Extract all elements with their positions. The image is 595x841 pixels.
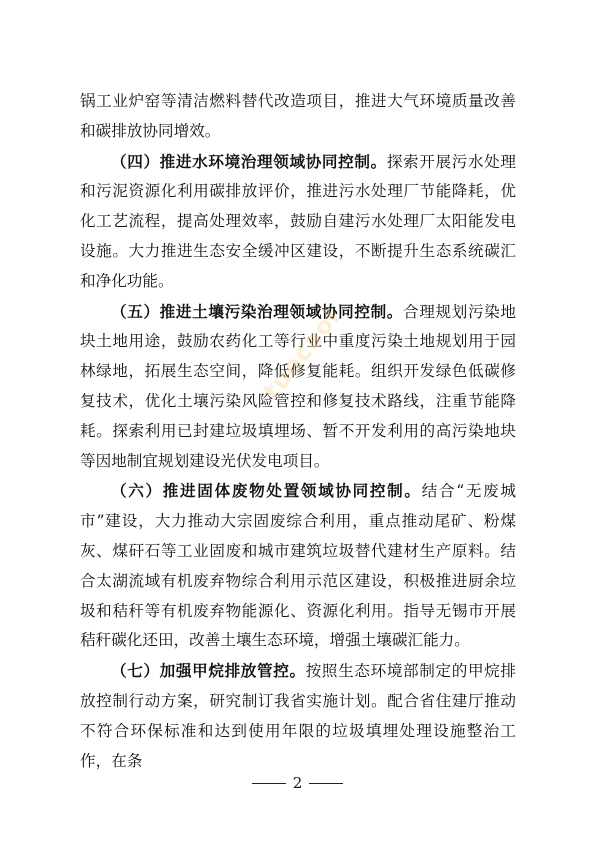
paragraph-5 bbox=[80, 656, 516, 776]
paragraph-3 bbox=[80, 297, 516, 477]
paragraph-2-body: 探索开展污水处理和污泥资源化利用碳排放评价，推进污水处理厂节能降耗，优化工艺流程，提高处理效率，鼓励自建污水处理厂太阳能发电设施。大力推进生态安全缓冲区建设，不断提升生态系统碳汇和净化功能。 bbox=[80, 152, 516, 290]
paragraph-2-heading: （四）推进水环境治理领域协同控制。 bbox=[111, 151, 387, 171]
footer-dash-right bbox=[309, 783, 343, 784]
paragraph-4-heading: （六）推进固体废物处置领域协同控制。 bbox=[111, 481, 422, 501]
paragraph-5-body: 按照生态环境部制定的甲烷排放控制行动方案，研究制订我省实施计划。配合省住建厅推动不符合环保标准和达到使用年限的垃圾填埋处理设施整治工作，在条 bbox=[80, 662, 516, 770]
page-footer bbox=[0, 774, 595, 792]
paragraph-3-heading: （五）推进土壤污染治理领域协同控制。 bbox=[111, 301, 404, 321]
paragraph-1 bbox=[80, 86, 516, 147]
page-number: 2 bbox=[292, 774, 303, 792]
paragraph-4 bbox=[80, 476, 516, 656]
body-text bbox=[80, 86, 516, 776]
footer-dash-left bbox=[252, 783, 286, 784]
paragraph-5-heading: （七）加强甲烷排放管控。 bbox=[111, 661, 306, 681]
watermark: tuocaol bbox=[257, 303, 346, 405]
paragraph-1-body: 锅工业炉窑等清洁燃料替代改造项目，推进大气环境质量改善和碳排放协同增效。 bbox=[80, 92, 516, 140]
paragraph-2 bbox=[80, 147, 516, 297]
paragraph-3-body: 合理规划污染地块土地用途，鼓励农药化工等行业中重度污染土地规划用于园林绿地，拓展生态空间，降低修复能耗。组织开发绿色低碳修复技术，优化土壤污染风险管控和修复技术路线，注重节能降耗。探索利用已封建垃圾填埋场、暂不开发利用的高污染地块等因地制宜规划建设光伏发电项目。 bbox=[80, 302, 516, 470]
paragraph-4-body: 结合“无废城市”建设，大力推动大宗固废综合利用，重点推动尾矿、粉煤灰、煤矸石等工业固废和城市建筑垃圾替代建材生产原料。结合太湖流域有机废弃物综合利用示范区建设，积极推进厨余垃圾和秸秆等有机废弃物能源化、资源化利用。指导无锡市开展秸秆碳化还田，改善土壤生态环境，增强土壤碳汇能力。 bbox=[80, 482, 516, 650]
